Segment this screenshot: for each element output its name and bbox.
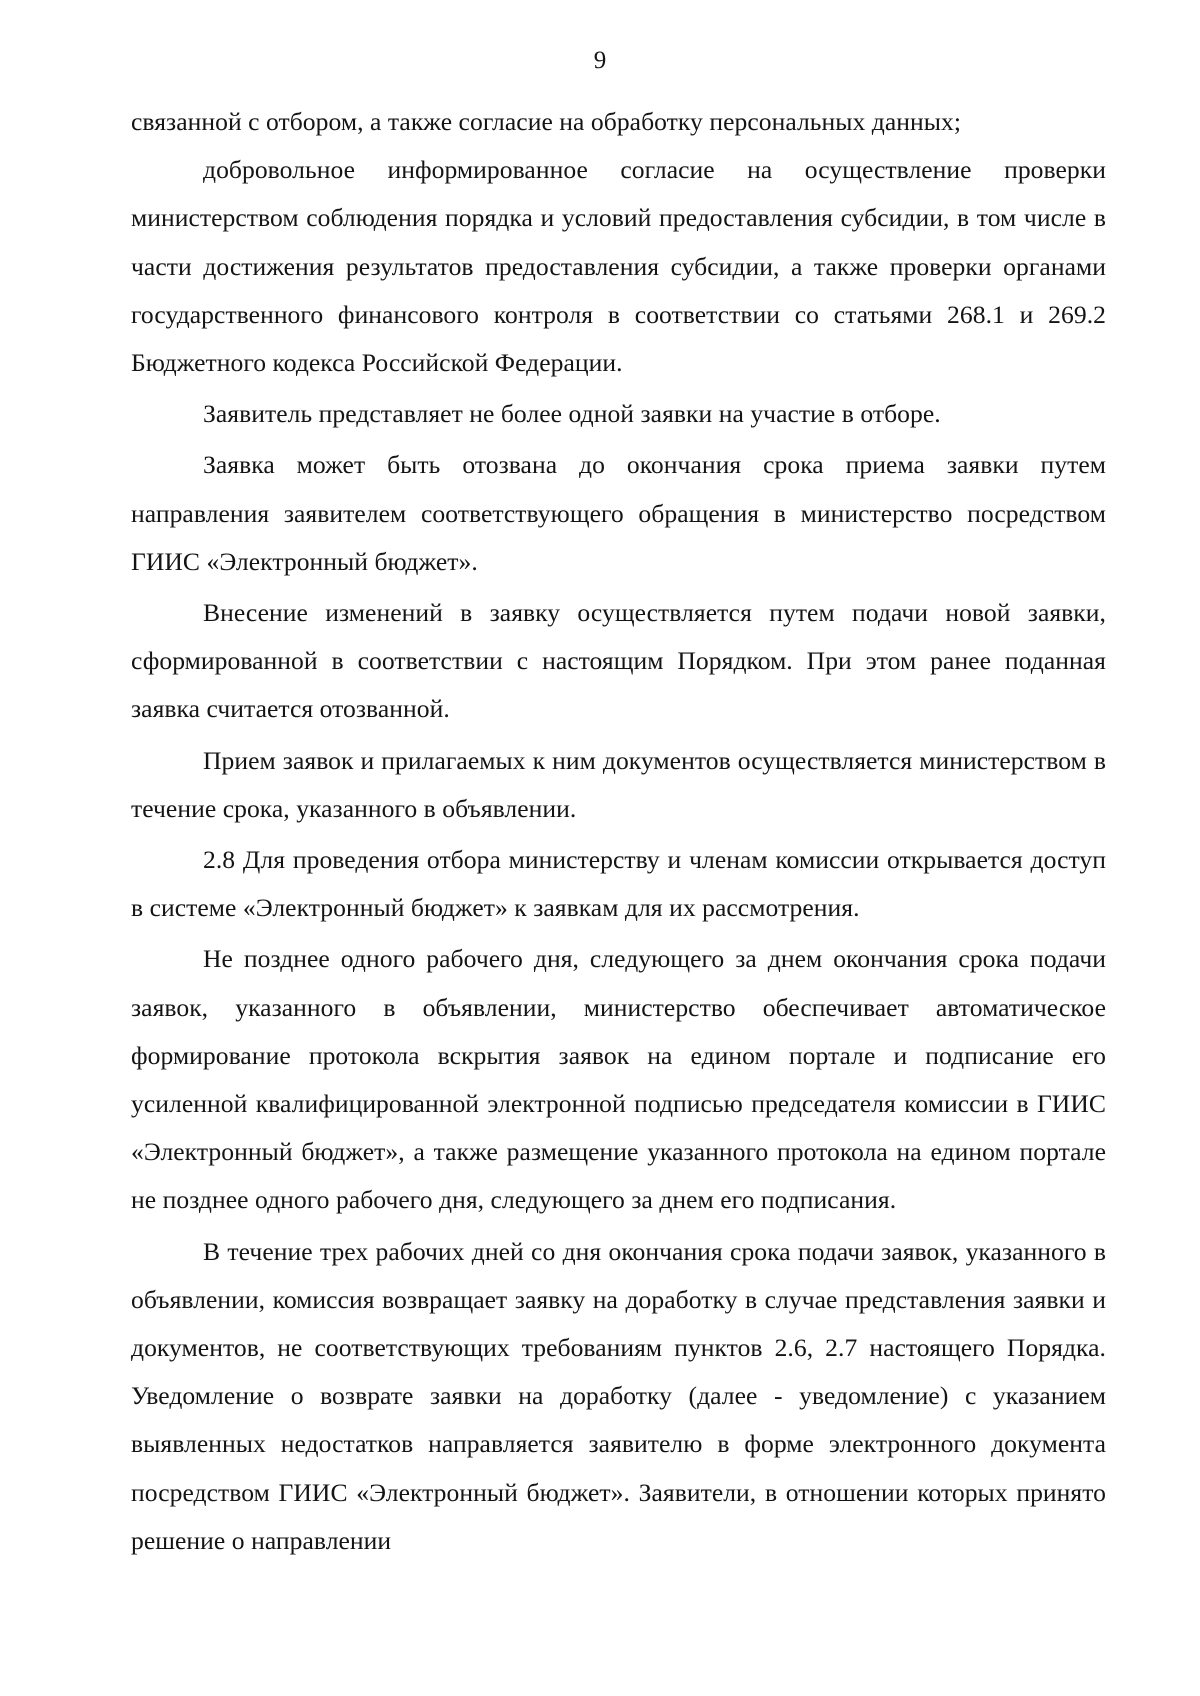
paragraph-voluntary-consent: добровольное информированное согласие на осуществление проверки министерством соблюдения порядка и условий предоставления субсидии, в том числе в части достижения результатов предоставления субсидии, а также проверки органами государственного финансового контроля в соответствии со статьями 268.1 и 269.2 Бюджетного кодекса Российской Федерации. — [131, 155, 1106, 378]
paragraph-acceptance: Прием заявок и прилагаемых к ним документов осуществляется министерством в течение срока, указанного в объявлении. — [131, 745, 1106, 823]
paragraph-one-application: Заявитель представляет не более одной заявки на участие в отборе. — [203, 399, 941, 429]
page-number: 9 — [593, 47, 607, 74]
paragraph-section-2-8: 2.8 Для проведения отбора министерству и членам комиссии открывается доступ в системе «Электронный бюджет» к заявкам для их рассмотрения. — [131, 845, 1106, 923]
document-body — [131, 98, 1106, 1565]
paragraph-return-for-revision: В течение трех рабочих дней со дня окончания срока подачи заявок, указанного в объявлении, комиссия возвращает заявку на доработку в случае представления заявки и документов, не соответствующих требованиям пунктов 2.6, 2.7 настоящего Порядка. Уведомление о возврате заявки на доработку (далее - уведомление) с указанием выявленных недостатков направляется заявителю в форме электронного документа посредством ГИИС «Электронный бюджет». Заявители, в отношении которых принято решение о направлении — [131, 1236, 1106, 1555]
paragraph-amendments: Внесение изменений в заявку осуществляется путем подачи новой заявки, сформированной в соответствии с настоящим Порядком. При этом ранее поданная заявка считается отозванной. — [131, 598, 1106, 724]
paragraph-withdrawal: Заявка может быть отозвана до окончания срока приема заявки путем направления заявителем соответствующего обращения в министерство посредством ГИИС «Электронный бюджет». — [131, 450, 1106, 576]
paragraph-opening-protocol: Не позднее одного рабочего дня, следующего за днем окончания срока подачи заявок, указанного в объявлении, министерство обеспечивает автоматическое формирование протокола вскрытия заявок на едином портале и подписание его усиленной квалифицированной электронной подписью председателя комиссии в ГИИС «Электронный бюджет», а также размещение указанного протокола на едином портале не позднее одного рабочего дня, следующего за днем его подписания. — [131, 944, 1106, 1215]
paragraph-consent-personal-data: связанной с отбором, а также согласие на обработку персональных данных; — [131, 107, 962, 136]
